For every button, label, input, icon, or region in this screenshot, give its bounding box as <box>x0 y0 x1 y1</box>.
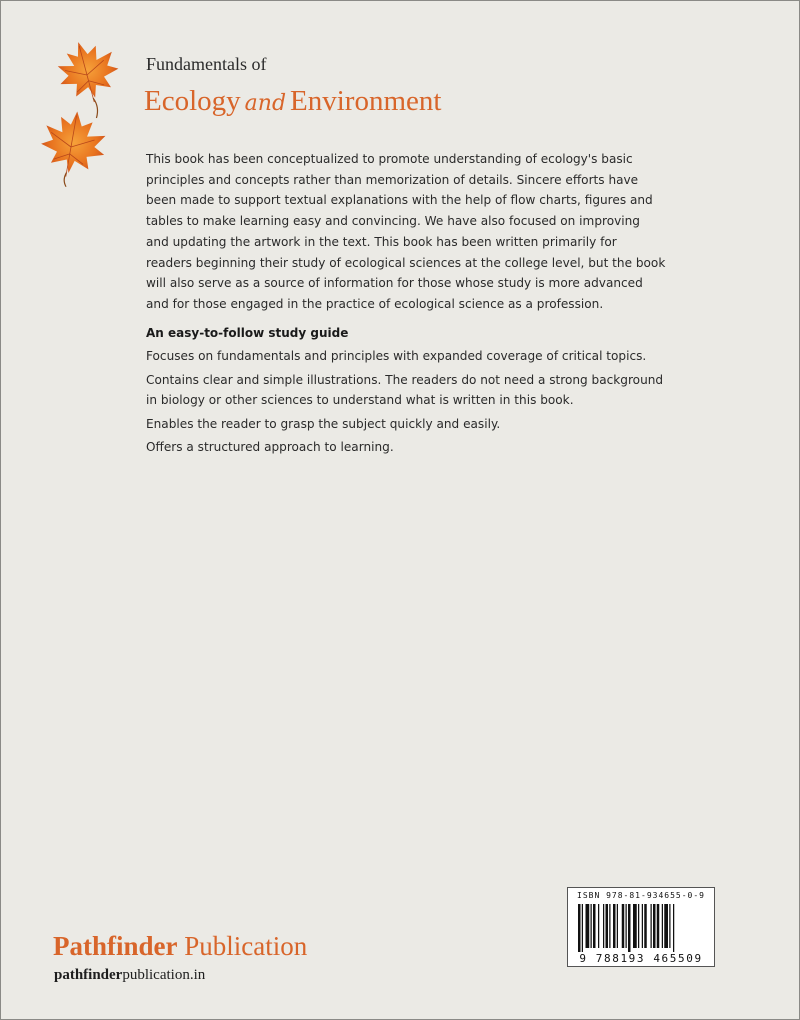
barcode-digits: 9 788193 465509 <box>579 952 703 965</box>
barcode-bar <box>582 904 583 952</box>
publisher-name-bold: Pathfinder <box>53 931 178 961</box>
barcode-bar <box>617 904 618 948</box>
barcode-bar <box>673 904 674 952</box>
barcode-bar <box>598 904 599 948</box>
barcode-bar <box>603 904 604 948</box>
barcode-bar <box>642 904 643 948</box>
study-guide-item: Offers a structured approach to learning. <box>146 440 394 454</box>
barcode-bars <box>578 904 706 952</box>
title-word-environment: Environment <box>290 85 442 117</box>
isbn-barcode <box>567 887 715 967</box>
study-guide-item: Focuses on fundamentals and principles with expanded coverage of critical topics. <box>146 349 647 363</box>
study-guide-heading: An easy-to-follow study guide <box>146 326 349 340</box>
book-subtitle: Fundamentals of <box>146 54 267 74</box>
title-word-ecology: Ecology <box>144 85 241 117</box>
barcode-bar <box>626 904 627 948</box>
barcode-bar <box>593 904 596 948</box>
barcode-bar <box>662 904 663 948</box>
barcode-bar <box>664 904 668 948</box>
title-word-and: and <box>244 91 287 116</box>
barcode-bar <box>633 904 637 948</box>
publisher-name-rest: Publication <box>184 931 308 961</box>
barcode-bar <box>613 904 616 948</box>
publisher-website <box>54 967 205 984</box>
website-bold: pathfinder <box>54 967 123 983</box>
barcode-bar <box>586 904 590 948</box>
maple-leaf-icon <box>35 106 111 192</box>
barcode-bar <box>644 904 647 948</box>
maple-leaf-icon <box>51 35 129 125</box>
study-guide-item: Enables the reader to grasp the subject quickly and easily. <box>146 416 501 431</box>
barcode-bar <box>622 904 625 948</box>
website-rest: publication.in <box>122 967 206 983</box>
barcode-bar <box>669 904 670 948</box>
barcode-bar <box>606 904 609 948</box>
barcode-bar <box>578 904 581 952</box>
barcode-bar <box>653 904 656 948</box>
barcode-bar <box>628 904 631 952</box>
publisher-name <box>53 931 307 962</box>
description-paragraph: This book has been conceptualized to promote understanding of ecology's basic principles and concepts rather than memorization of details. Sincere efforts have been made to support textual explanations with the help of flow charts, figures and tables to make learning easy and convincing. We have also focused on improving and updating the artwork in the text. This book has been written primarily for readers beginning their study of ecological sciences at the college level, but the book will also serve as a source of information for those whose study is more advanced and for those engaged in the practice of ecological science as a profession. <box>146 152 666 311</box>
book-title <box>144 85 441 118</box>
maple-leaves-illustration <box>29 35 139 195</box>
barcode-bar <box>591 904 592 948</box>
study-guide-section <box>146 326 666 461</box>
barcode-bar <box>657 904 660 948</box>
barcode-bar <box>651 904 652 948</box>
study-guide-item: Contains clear and simple illustrations. The readers do not need a strong background in biology or other sciences to understand what is written in this book. <box>146 372 664 407</box>
barcode-bar <box>638 904 639 948</box>
barcode-bar <box>609 904 610 948</box>
isbn-label: ISBN 978-81-934655-0-9 <box>577 891 705 900</box>
